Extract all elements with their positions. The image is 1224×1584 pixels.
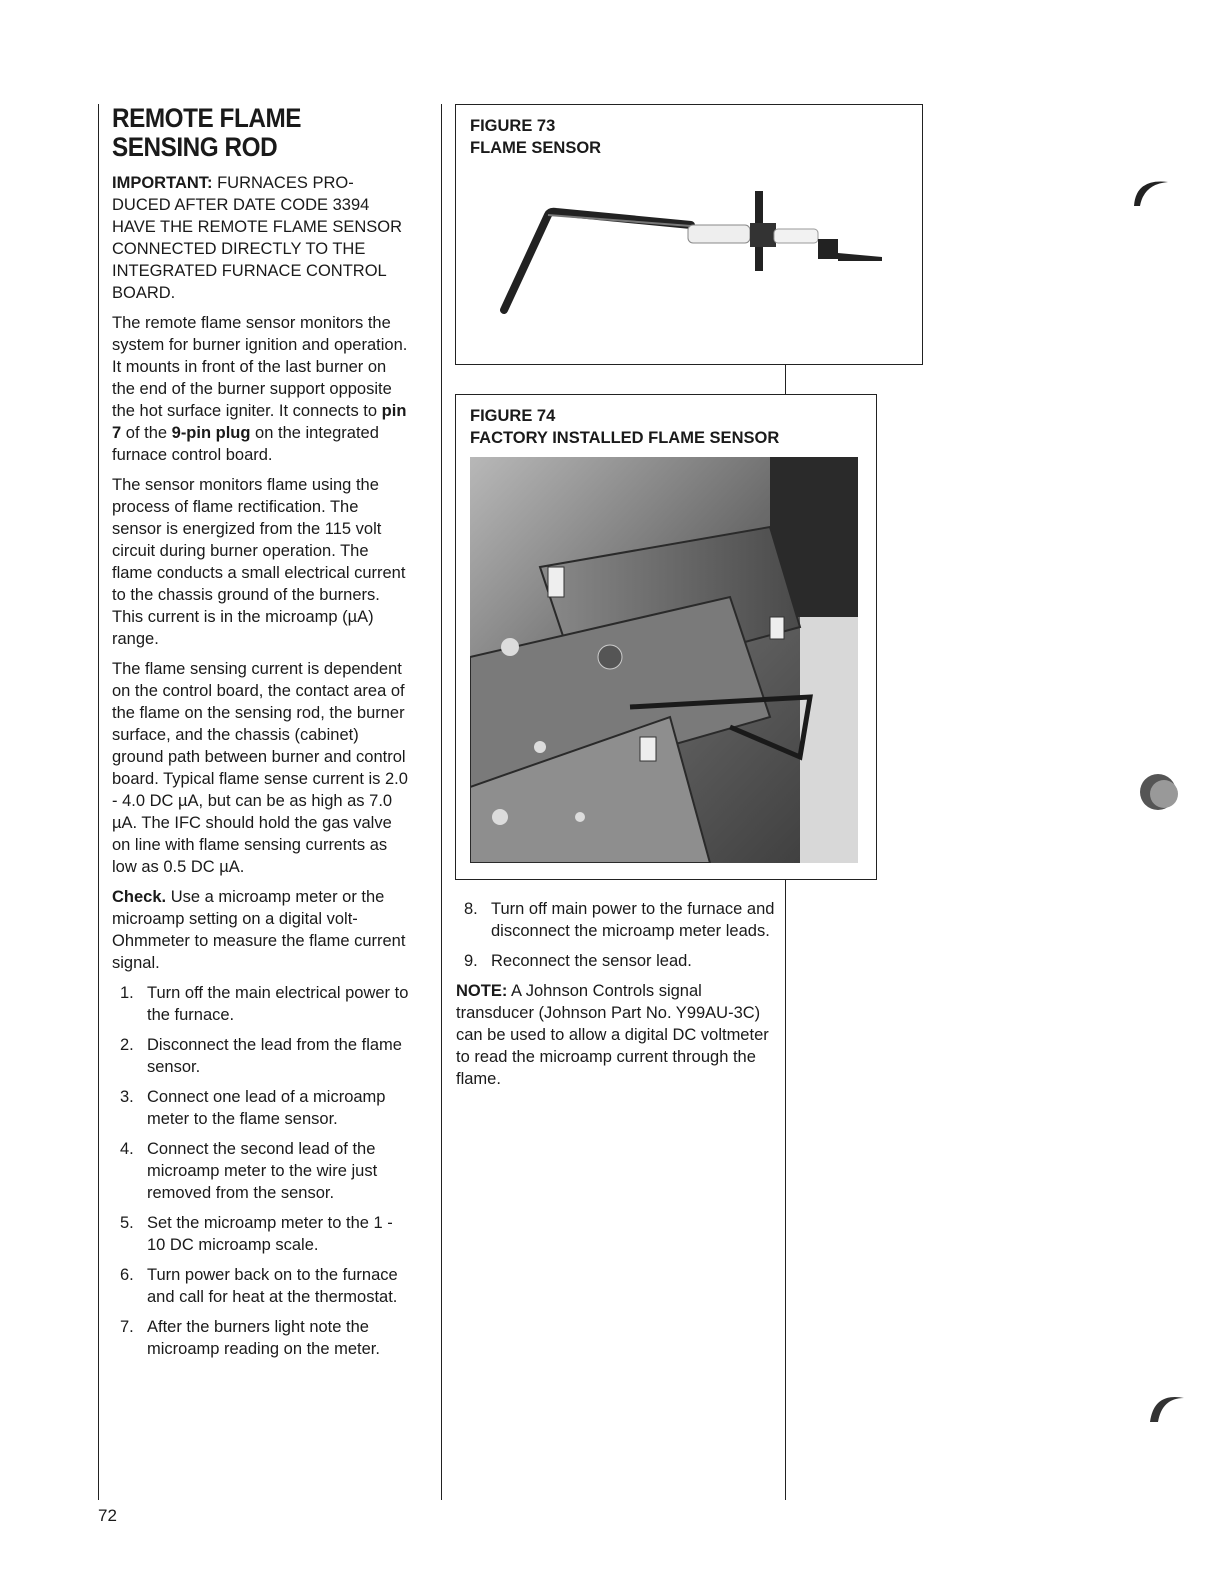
important-paragraph (112, 172, 412, 304)
left-column (112, 104, 412, 1368)
list-item (112, 1034, 412, 1078)
steps-list-right (456, 898, 776, 972)
para1-pin-7: pin 7 (112, 402, 407, 442)
step-number: 4. (120, 1140, 134, 1158)
step-number: 1. (120, 984, 134, 1002)
important-text: FURNACES PRO-DUCED AFTER DATE CODE 3394 HAVE THE REMOTE FLAME SENSOR CONNECTED DIRECTLY TO THE INTEGRATED FURNACE CONTROL BOARD. (112, 174, 403, 302)
punch-hole-mark-top (1130, 170, 1170, 210)
step-number: 2. (120, 1036, 134, 1054)
paragraph-sensing-current: The flame sensing current is dependent on the control board, the contact area of the flame on the sensing rod, the burner surface, and the chassis (cabinet) ground path between burner and control board. Typical flame sense current is 2.0 - 4.0 DC µA, but can be as high as 7.0 µA. The IFC should hold the gas valve on line with flame sensing currents as low as 0.5 DC µA. (112, 660, 408, 876)
step-text: After the burners light note the microamp reading on the meter. (147, 1318, 380, 1358)
list-item (112, 982, 412, 1026)
step-text: Turn off the main electrical power to the furnace. (147, 984, 409, 1024)
step-number: 6. (120, 1266, 134, 1284)
step-number: 7. (120, 1318, 134, 1336)
section-heading (112, 104, 382, 162)
list-item (112, 1316, 412, 1360)
factory-installed-sensor-photo (470, 457, 858, 863)
punch-hole-mark-bottom (1146, 1386, 1186, 1426)
list-item (112, 1086, 412, 1130)
step-number: 3. (120, 1088, 134, 1106)
para1-text-c: of the (121, 424, 172, 442)
steps-list-left (112, 982, 412, 1360)
flame-sensor-illustration (456, 105, 922, 364)
right-column (456, 898, 776, 1098)
para1-text-d: on the integrated furnace control board. (112, 424, 379, 464)
list-item (456, 950, 776, 972)
figure-74-box (455, 394, 877, 880)
step-text: Set the microamp meter to the 1 - 10 DC microamp scale. (147, 1214, 393, 1254)
step-text: Reconnect the sensor lead. (491, 952, 692, 970)
check-text: Use a microamp meter or the microamp setting on a digital volt-Ohmmeter to measure the flame current signal. (112, 888, 406, 972)
heading-line-1: REMOTE FLAME (112, 103, 301, 133)
note-label: NOTE: (456, 982, 508, 1000)
step-number: 5. (120, 1214, 134, 1232)
note-paragraph (456, 980, 776, 1090)
step-number: 8. (464, 900, 478, 918)
step-text: Disconnect the lead from the flame sensor. (147, 1036, 402, 1076)
para1-9-pin-plug: 9-pin plug (171, 424, 251, 442)
left-margin-rule (98, 104, 99, 1500)
check-paragraph (112, 886, 412, 974)
paragraph-flame-rectification: The sensor monitors flame using the process of flame rectification. The sensor is energized from the 115 volt circuit during burner operation. The flame conducts a small electrical current to the chassis ground of the burners. This current is in the microamp (µA) range. (112, 476, 406, 648)
step-text: Connect the second lead of the microamp meter to the wire just removed from the sensor. (147, 1140, 378, 1202)
figure-74-caption: FACTORY INSTALLED FLAME SENSOR (470, 429, 780, 447)
heading-line-2: SENSING ROD (112, 132, 278, 162)
column-divider-rule (441, 104, 442, 1500)
figure-73-caption: FLAME SENSOR (470, 139, 602, 157)
step-number: 9. (464, 952, 478, 970)
figure-74-title (470, 405, 779, 449)
list-item (112, 1264, 412, 1308)
important-label: IMPORTANT: (112, 174, 213, 192)
punch-hole-mark-middle (1136, 770, 1180, 814)
page-number: 72 (98, 1506, 117, 1525)
figure-73-label: FIGURE 73 (470, 117, 556, 135)
note-text: A Johnson Controls signal transducer (Johnson Part No. Y99AU-3C) can be used to allow a digital DC voltmeter to read the microamp current through the flame. (456, 982, 769, 1088)
step-text: Connect one lead of a microamp meter to the flame sensor. (147, 1088, 386, 1128)
figure-73-box (455, 104, 923, 365)
step-text: Turn power back on to the furnace and call for heat at the thermostat. (147, 1266, 398, 1306)
step-text: Turn off main power to the furnace and disconnect the microamp meter leads. (491, 900, 775, 940)
list-item (112, 1138, 412, 1204)
paragraph-sensor-location (112, 312, 412, 466)
para1-text-a: The remote flame sensor monitors the system for burner ignition and operation. It mounts in front of the last burner on the end of the burner support opposite the hot surface igniter. It connects to (112, 314, 408, 420)
figure-74-label: FIGURE 74 (470, 407, 556, 425)
check-label: Check. (112, 888, 167, 906)
list-item (456, 898, 776, 942)
list-item (112, 1212, 412, 1256)
